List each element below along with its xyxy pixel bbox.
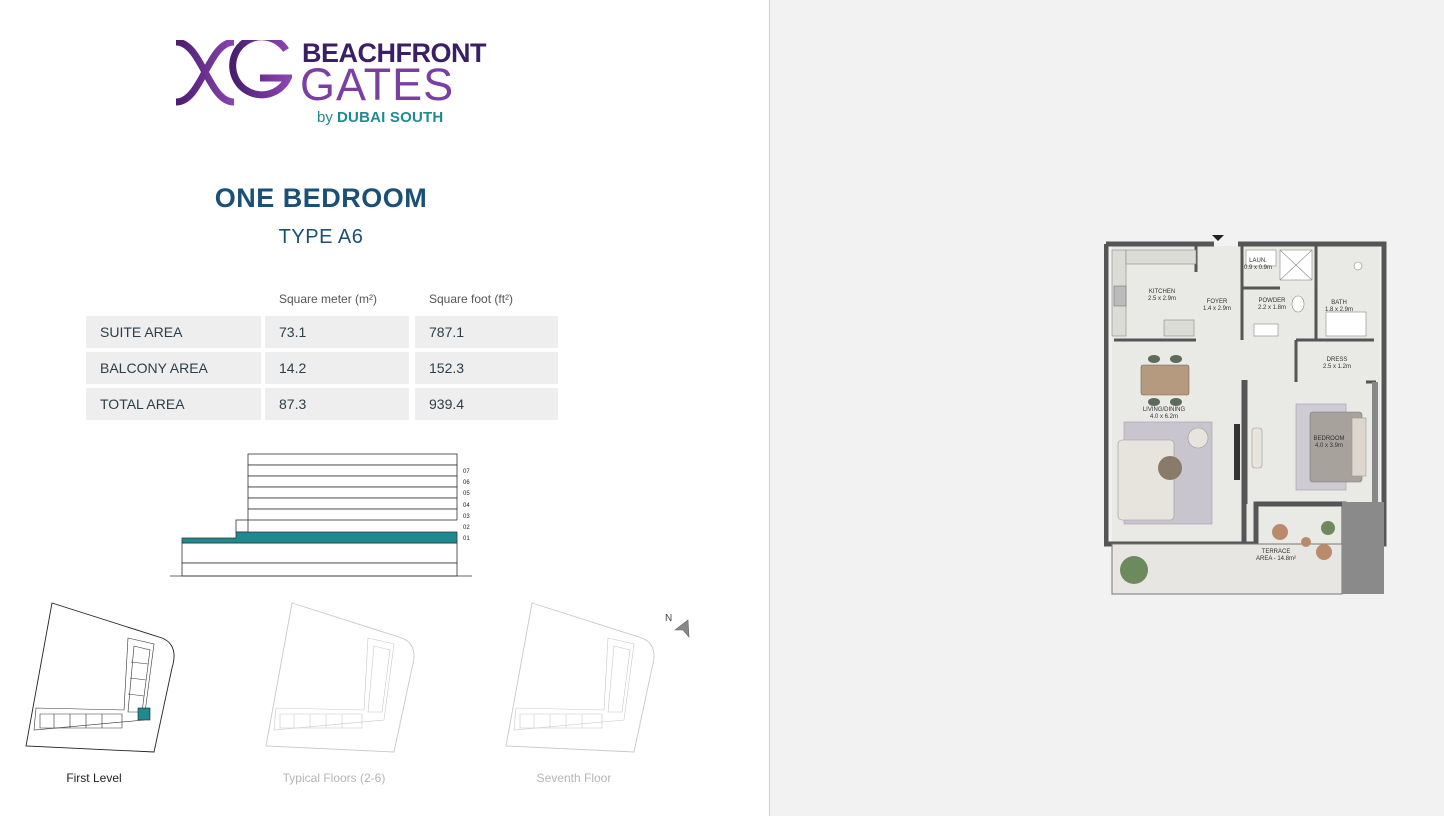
row-sqm-value: 87.3 bbox=[265, 388, 409, 420]
room-dims-terrace: AREA - 14.8m² bbox=[1255, 556, 1297, 562]
site-plan-caption: Typical Floors (2-6) bbox=[282, 771, 386, 785]
level-label: 06 bbox=[463, 480, 470, 486]
column-header-sqft: Square foot (ft²) bbox=[429, 292, 514, 306]
brand-developer bbox=[317, 109, 443, 127]
row-sqm-value: 73.1 bbox=[265, 316, 409, 348]
room-label-foyer: FOYER bbox=[1206, 299, 1228, 305]
unit-title: ONE BEDROOM bbox=[214, 183, 428, 213]
brand-by-prefix: by bbox=[317, 109, 333, 126]
logo-mark-icon bbox=[174, 40, 292, 106]
brand-name-line1: BEACHFRONT bbox=[302, 38, 486, 68]
room-label-dress: DRESS bbox=[1326, 357, 1348, 363]
room-dims-powder: 2.2 x 1.8m bbox=[1257, 305, 1287, 311]
highlighted-level bbox=[182, 532, 457, 543]
unit-location-marker bbox=[138, 708, 150, 720]
row-sqft-value: 787.1 bbox=[415, 316, 558, 348]
row-label: BALCONY AREA bbox=[86, 352, 261, 384]
site-plan-seventh-floor bbox=[504, 600, 664, 760]
level-label: 07 bbox=[463, 469, 470, 475]
room-label-laundry: LAUN. bbox=[1249, 258, 1267, 264]
row-label: SUITE AREA bbox=[86, 316, 261, 348]
room-dims-bedroom: 4.0 x 3.9m bbox=[1314, 443, 1344, 449]
level-label: 01 bbox=[463, 536, 470, 542]
room-dims-dress: 2.5 x 1.2m bbox=[1322, 364, 1352, 370]
site-plan-typical-floors bbox=[264, 600, 424, 760]
brand-logo bbox=[174, 38, 486, 130]
level-section-diagram bbox=[170, 452, 480, 580]
brand-name-line2: GATES bbox=[300, 59, 455, 110]
north-arrow-icon bbox=[664, 611, 696, 641]
room-dims-kitchen: 2.5 x 2.9m bbox=[1147, 296, 1177, 302]
row-label: TOTAL AREA bbox=[86, 388, 261, 420]
room-label-bath: BATH bbox=[1331, 300, 1347, 306]
north-label: N bbox=[665, 613, 673, 624]
row-sqft-value: 939.4 bbox=[415, 388, 558, 420]
level-label: 02 bbox=[463, 525, 470, 531]
column-header-sqm: Square meter (m²) bbox=[279, 292, 378, 306]
row-sqm-value: 14.2 bbox=[265, 352, 409, 384]
room-dims-bath: 1.8 x 2.9m bbox=[1324, 307, 1354, 313]
room-label-living: LIVING/DINING bbox=[1142, 407, 1186, 413]
room-label-powder: POWDER bbox=[1258, 298, 1286, 304]
room-label-bedroom: BEDROOM bbox=[1313, 436, 1345, 442]
brand-company: DUBAI SOUTH bbox=[337, 109, 444, 126]
room-label-terrace: TERRACE bbox=[1261, 549, 1291, 555]
unit-floorplan bbox=[1104, 232, 1388, 598]
site-plan-caption: Seventh Floor bbox=[536, 771, 612, 785]
row-sqft-value: 152.3 bbox=[415, 352, 558, 384]
level-label: 04 bbox=[463, 503, 470, 509]
room-dims-laundry: 0.9 x 0.9m bbox=[1243, 265, 1273, 271]
level-label: 05 bbox=[463, 491, 470, 497]
entry-arrow-icon bbox=[1212, 235, 1224, 241]
room-dims-foyer: 1.4 x 2.9m bbox=[1202, 306, 1232, 312]
level-label: 03 bbox=[463, 514, 470, 520]
site-plan-first-level bbox=[24, 600, 184, 760]
site-plan-caption: First Level bbox=[66, 771, 122, 785]
room-dims-living: 4.0 x 6.2m bbox=[1149, 414, 1179, 420]
unit-type: TYPE A6 bbox=[278, 226, 364, 248]
room-label-kitchen: KITCHEN bbox=[1148, 289, 1176, 295]
